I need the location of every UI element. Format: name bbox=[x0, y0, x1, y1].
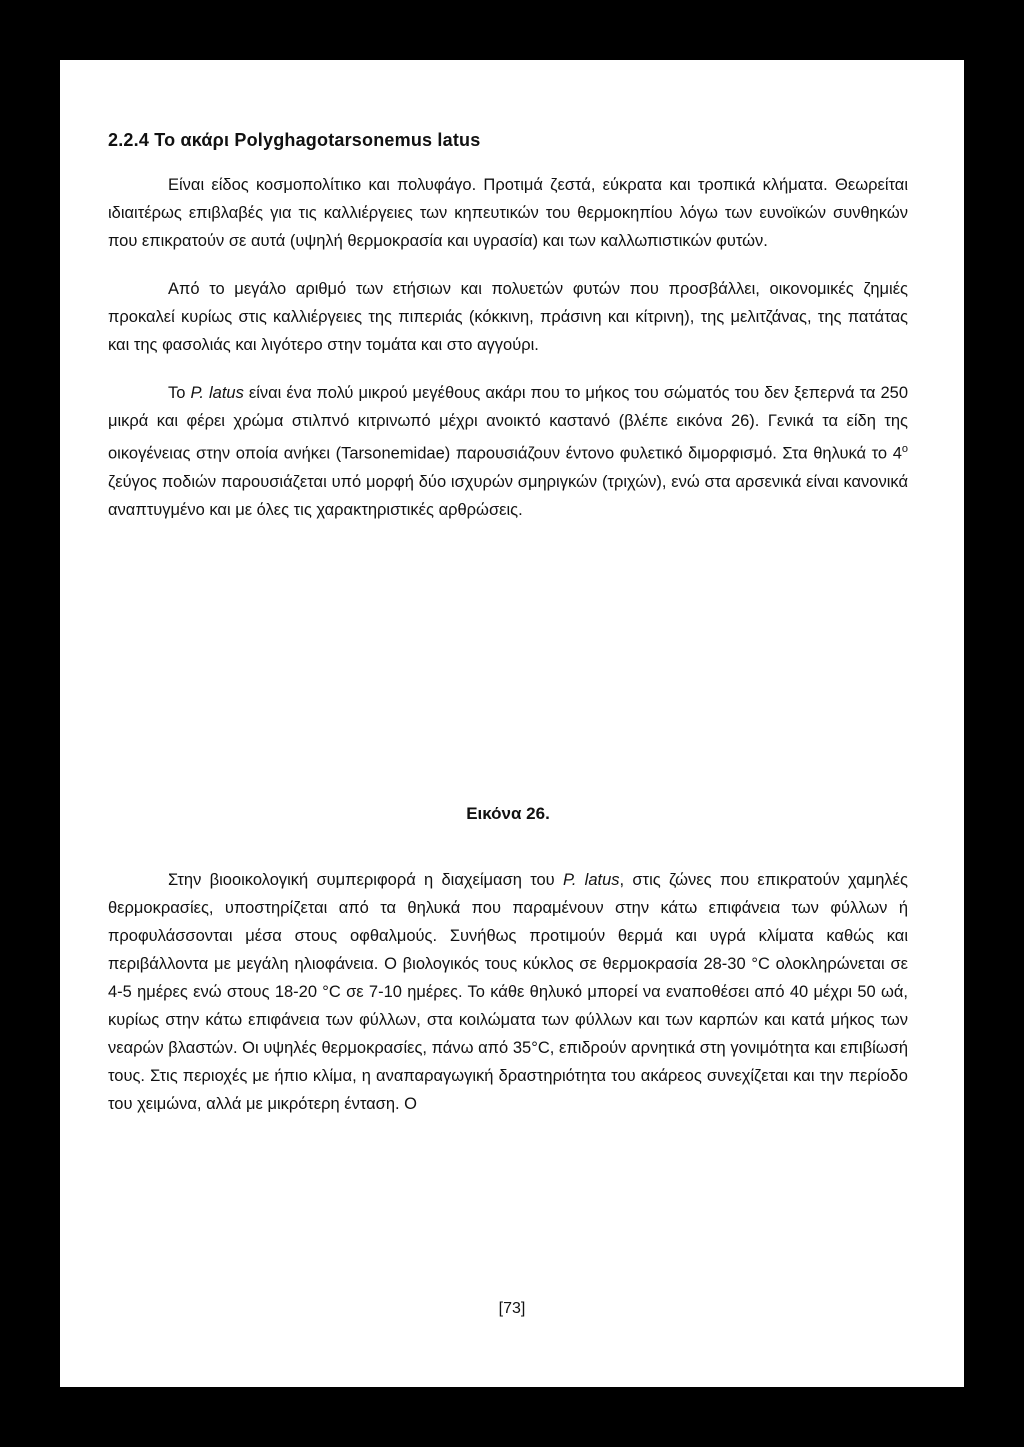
species-name-italic: P. latus bbox=[562, 870, 620, 889]
paragraph-host-plants: Από το μεγάλο αριθμό των ετήσιων και πολυετών φυτών που προσβάλλει, οικονομικές ζημιές προκαλεί κυρίως στις καλλιέργειες της πιπεριάς (κόκκινη, πράσινη και κίτρινη), της μελιτζάνας, της πατάτας και της φασολιάς και λιγότερο στην τομάτα και στο αγγούρι. bbox=[108, 280, 908, 354]
text-run: ζεύγος ποδιών παρουσιάζεται υπό μορφή δύο ισχυρών σμηριγκών (τριχών), ενώ στα αρσενικά είναι κανονικά αναπτυγμένο και με όλες τις χαρακτηριστικές αρθρώσεις. bbox=[108, 472, 908, 519]
paragraph-morphology bbox=[108, 379, 908, 524]
section-heading: 2.2.4 Το ακάρι Polyghagotarsonemus latus bbox=[108, 130, 481, 150]
page-number: [73] bbox=[498, 1300, 526, 1317]
text-run: είναι ένα πολύ μικρού μεγέθους ακάρι που το μήκος του σώματός του δεν ξεπερνά τα 250 μικρά και φέρει χρώμα στιλπνό κιτρινωπό μέχρι ανοικτό καστανό (βλέπε εικόνα 26). Γενικά τα είδη της οικογένειας στην οποία ανήκει (Tarsonemidae) παρουσιάζουν έντονο φυλετικό διμορφισμό. Στα θηλυκά το 4 bbox=[108, 384, 909, 463]
species-name-italic: P. latus bbox=[190, 384, 244, 402]
figure-area bbox=[108, 544, 908, 804]
page-content bbox=[108, 130, 908, 1138]
text-run: , στις ζώνες που επικρατούν χαμηλές θερμοκρασίες, υποστηρίζεται από τα θηλυκά που παραμένουν στην κάτω επιφάνεια των φύλλων ή προφυλάσσονται μέσα στους οφθαλμούς. Συνήθως προτιμούν θερμά και υγρά κλίματα καθώς και περιβάλλοντα με μεγάλη ηλιοφάνεια. Ο βιολογικός τους κύκλος σε θερμοκρασία 28-30 °C ολοκληρώνεται σε 4-5 ημέρες ενώ στους 18-20 °C σε 7-10 ημέρες. Το κάθε θηλυκό μπορεί να εναποθέσει από 40 μέχρι 50 ωά, κυρίως στην κάτω επιφάνεια των φύλλων, στα κοιλώματα των φύλλων και των καρπών και κατά μήκος των νεαρών βλαστών. Οι υψηλές θερμοκρασίες, πάνω από 35°C, επιδρούν αρνητικά στη γονιμότητα και επιβίωσή τους. Στις περιοχές με ήπιο κλίμα, η αναπαραγωγική δραστηριότητα του ακάρεος συνεχίζεται και την περίοδο του χειμώνα, αλλά με μικρότερη ένταση. Ο bbox=[108, 870, 908, 1113]
paragraph-bioecology bbox=[108, 866, 908, 1118]
document-page bbox=[60, 60, 964, 1387]
figure-caption: Εικόνα 26. bbox=[466, 803, 550, 823]
superscript: ο bbox=[901, 443, 908, 455]
paragraph-intro: Είναι είδος κοσμοπολίτικο και πολυφάγο. Προτιμά ζεστά, εύκρατα και τροπικά κλήματα. Θεωρείται ιδιαιτέρως επιβλαβές για τις καλλιέργειες των κηπευτικών του θερμοκηπίου λόγω των ευνοϊκών συνθηκών που επικρατούν σε αυτά (υψηλή θερμοκρασία και υγρασία) και των καλλωπιστικών φυτών. bbox=[108, 176, 908, 250]
text-run: Στην βιοοικολογική συμπεριφορά η διαχείμαση του bbox=[168, 870, 563, 889]
text-run: Το bbox=[168, 384, 191, 402]
